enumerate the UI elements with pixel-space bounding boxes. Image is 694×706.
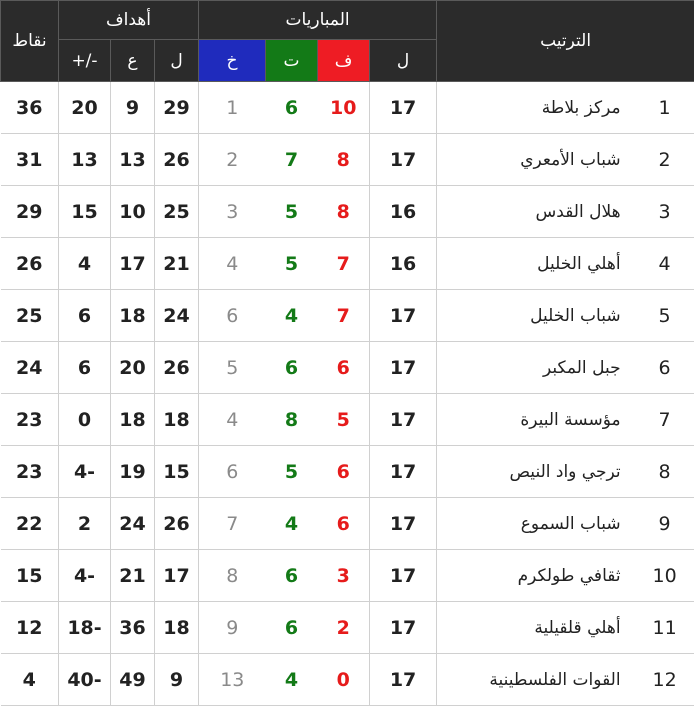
- rank-cell: 10: [635, 550, 694, 602]
- goals-against-cell: 21: [111, 550, 155, 602]
- played-cell: 17: [370, 654, 437, 706]
- goals-for-cell: 21: [155, 238, 199, 290]
- drawn-cell: 5: [266, 446, 318, 498]
- won-cell: 10: [318, 82, 370, 134]
- goals-for-cell: 15: [155, 446, 199, 498]
- points-cell: 24: [1, 342, 59, 394]
- lost-cell: 1: [199, 82, 266, 134]
- rank-cell: 12: [635, 654, 694, 706]
- lost-cell: 3: [199, 186, 266, 238]
- goal-diff-cell: 20: [59, 82, 111, 134]
- rank-cell: 5: [635, 290, 694, 342]
- lost-cell: 13: [199, 654, 266, 706]
- drawn-cell: 5: [266, 186, 318, 238]
- points-cell: 36: [1, 82, 59, 134]
- lost-header[interactable]: خ: [199, 40, 266, 82]
- drawn-cell: 5: [266, 238, 318, 290]
- goals-for-cell: 25: [155, 186, 199, 238]
- goals-for-cell: 26: [155, 498, 199, 550]
- won-cell: 7: [318, 238, 370, 290]
- team-name-cell[interactable]: شباب السموع: [437, 498, 635, 550]
- table-row[interactable]: [1, 342, 694, 394]
- played-cell: 17: [370, 394, 437, 446]
- rank-header[interactable]: الترتيب: [437, 1, 694, 82]
- played-cell: 16: [370, 238, 437, 290]
- team-name-cell[interactable]: أهلي الخليل: [437, 238, 635, 290]
- goal-diff-cell: 6: [59, 290, 111, 342]
- won-cell: 8: [318, 134, 370, 186]
- won-cell: 8: [318, 186, 370, 238]
- drawn-cell: 6: [266, 602, 318, 654]
- rank-cell: 11: [635, 602, 694, 654]
- goal-diff-cell: 2: [59, 498, 111, 550]
- rank-cell: 8: [635, 446, 694, 498]
- team-name-cell[interactable]: القوات الفلسطينية: [437, 654, 635, 706]
- drawn-cell: 6: [266, 82, 318, 134]
- goal-diff-cell: 0: [59, 394, 111, 446]
- points-cell: 22: [1, 498, 59, 550]
- table-row[interactable]: [1, 446, 694, 498]
- goals-for-cell: 18: [155, 602, 199, 654]
- played-cell: 17: [370, 342, 437, 394]
- goal-diff-cell: 40-: [59, 654, 111, 706]
- played-cell: 17: [370, 550, 437, 602]
- drawn-cell: 4: [266, 290, 318, 342]
- won-cell: 0: [318, 654, 370, 706]
- drawn-header[interactable]: ت: [266, 40, 318, 82]
- goals-against-cell: 20: [111, 342, 155, 394]
- goals-against-cell: 13: [111, 134, 155, 186]
- goal-diff-cell: 6: [59, 342, 111, 394]
- goal-diff-cell: 4: [59, 238, 111, 290]
- table-row[interactable]: [1, 654, 694, 706]
- lost-cell: 5: [199, 342, 266, 394]
- won-cell: 6: [318, 342, 370, 394]
- team-name-cell[interactable]: مركز بلاطة: [437, 82, 635, 134]
- rank-cell: 2: [635, 134, 694, 186]
- goals-for-cell: 9: [155, 654, 199, 706]
- rank-cell: 3: [635, 186, 694, 238]
- goal-diff-cell: 4-: [59, 446, 111, 498]
- goals-against-cell: 36: [111, 602, 155, 654]
- standings-body: [1, 82, 694, 706]
- goals-against-cell: 24: [111, 498, 155, 550]
- table-row[interactable]: [1, 134, 694, 186]
- points-cell: 12: [1, 602, 59, 654]
- table-row[interactable]: [1, 186, 694, 238]
- goals-against-cell: 9: [111, 82, 155, 134]
- points-cell: 15: [1, 550, 59, 602]
- goals-group-header: أهداف: [59, 1, 199, 40]
- team-name-cell[interactable]: شباب الأمعري: [437, 134, 635, 186]
- goals-against-cell: 17: [111, 238, 155, 290]
- table-row[interactable]: [1, 290, 694, 342]
- points-header[interactable]: نقاط: [1, 1, 59, 82]
- lost-cell: 9: [199, 602, 266, 654]
- rank-cell: 7: [635, 394, 694, 446]
- team-name-cell[interactable]: جبل المكبر: [437, 342, 635, 394]
- drawn-cell: 8: [266, 394, 318, 446]
- lost-cell: 6: [199, 446, 266, 498]
- lost-cell: 7: [199, 498, 266, 550]
- team-name-cell[interactable]: ثقافي طولكرم: [437, 550, 635, 602]
- lost-cell: 6: [199, 290, 266, 342]
- points-cell: 29: [1, 186, 59, 238]
- rank-cell: 4: [635, 238, 694, 290]
- goals-for-cell: 26: [155, 342, 199, 394]
- goals-for-cell: 17: [155, 550, 199, 602]
- team-name-cell[interactable]: هلال القدس: [437, 186, 635, 238]
- drawn-cell: 7: [266, 134, 318, 186]
- header-row-top: [1, 1, 694, 40]
- played-cell: 17: [370, 290, 437, 342]
- points-cell: 23: [1, 446, 59, 498]
- goal-diff-header[interactable]: +/-: [59, 40, 111, 82]
- team-name-cell[interactable]: شباب الخليل: [437, 290, 635, 342]
- team-name-cell[interactable]: ترجي واد النيص: [437, 446, 635, 498]
- goal-diff-cell: 13: [59, 134, 111, 186]
- goal-diff-cell: 15: [59, 186, 111, 238]
- goals-against-cell: 18: [111, 290, 155, 342]
- team-name-cell[interactable]: أهلي قلقيلية: [437, 602, 635, 654]
- drawn-cell: 6: [266, 550, 318, 602]
- table-row[interactable]: [1, 498, 694, 550]
- lost-cell: 2: [199, 134, 266, 186]
- lost-cell: 8: [199, 550, 266, 602]
- rank-cell: 1: [635, 82, 694, 134]
- played-cell: 17: [370, 134, 437, 186]
- table-row[interactable]: [1, 238, 694, 290]
- goals-against-cell: 19: [111, 446, 155, 498]
- drawn-cell: 4: [266, 498, 318, 550]
- goals-for-cell: 26: [155, 134, 199, 186]
- goals-against-cell: 49: [111, 654, 155, 706]
- goals-against-cell: 10: [111, 186, 155, 238]
- goals-for-header[interactable]: ل: [155, 40, 199, 82]
- drawn-cell: 6: [266, 342, 318, 394]
- goal-diff-cell: 4-: [59, 550, 111, 602]
- won-cell: 6: [318, 498, 370, 550]
- lost-cell: 4: [199, 394, 266, 446]
- points-cell: 31: [1, 134, 59, 186]
- won-cell: 5: [318, 394, 370, 446]
- won-cell: 7: [318, 290, 370, 342]
- goals-against-cell: 18: [111, 394, 155, 446]
- points-cell: 26: [1, 238, 59, 290]
- played-cell: 17: [370, 498, 437, 550]
- goals-against-header[interactable]: ع: [111, 40, 155, 82]
- played-cell: 17: [370, 82, 437, 134]
- lost-cell: 4: [199, 238, 266, 290]
- table-row[interactable]: [1, 602, 694, 654]
- table-row[interactable]: [1, 550, 694, 602]
- played-cell: 17: [370, 446, 437, 498]
- points-cell: 23: [1, 394, 59, 446]
- points-cell: 4: [1, 654, 59, 706]
- goal-diff-cell: 18-: [59, 602, 111, 654]
- goals-for-cell: 24: [155, 290, 199, 342]
- team-name-cell[interactable]: مؤسسة البيرة: [437, 394, 635, 446]
- points-cell: 25: [1, 290, 59, 342]
- played-header[interactable]: ل: [370, 40, 437, 82]
- matches-group-header: المباريات: [199, 1, 437, 40]
- played-cell: 16: [370, 186, 437, 238]
- rank-cell: 6: [635, 342, 694, 394]
- rank-cell: 9: [635, 498, 694, 550]
- played-cell: 17: [370, 602, 437, 654]
- table-row[interactable]: [1, 394, 694, 446]
- goals-for-cell: 29: [155, 82, 199, 134]
- won-cell: 2: [318, 602, 370, 654]
- won-header[interactable]: ف: [318, 40, 370, 82]
- drawn-cell: 4: [266, 654, 318, 706]
- won-cell: 6: [318, 446, 370, 498]
- goals-for-cell: 18: [155, 394, 199, 446]
- won-cell: 3: [318, 550, 370, 602]
- table-row[interactable]: [1, 82, 694, 134]
